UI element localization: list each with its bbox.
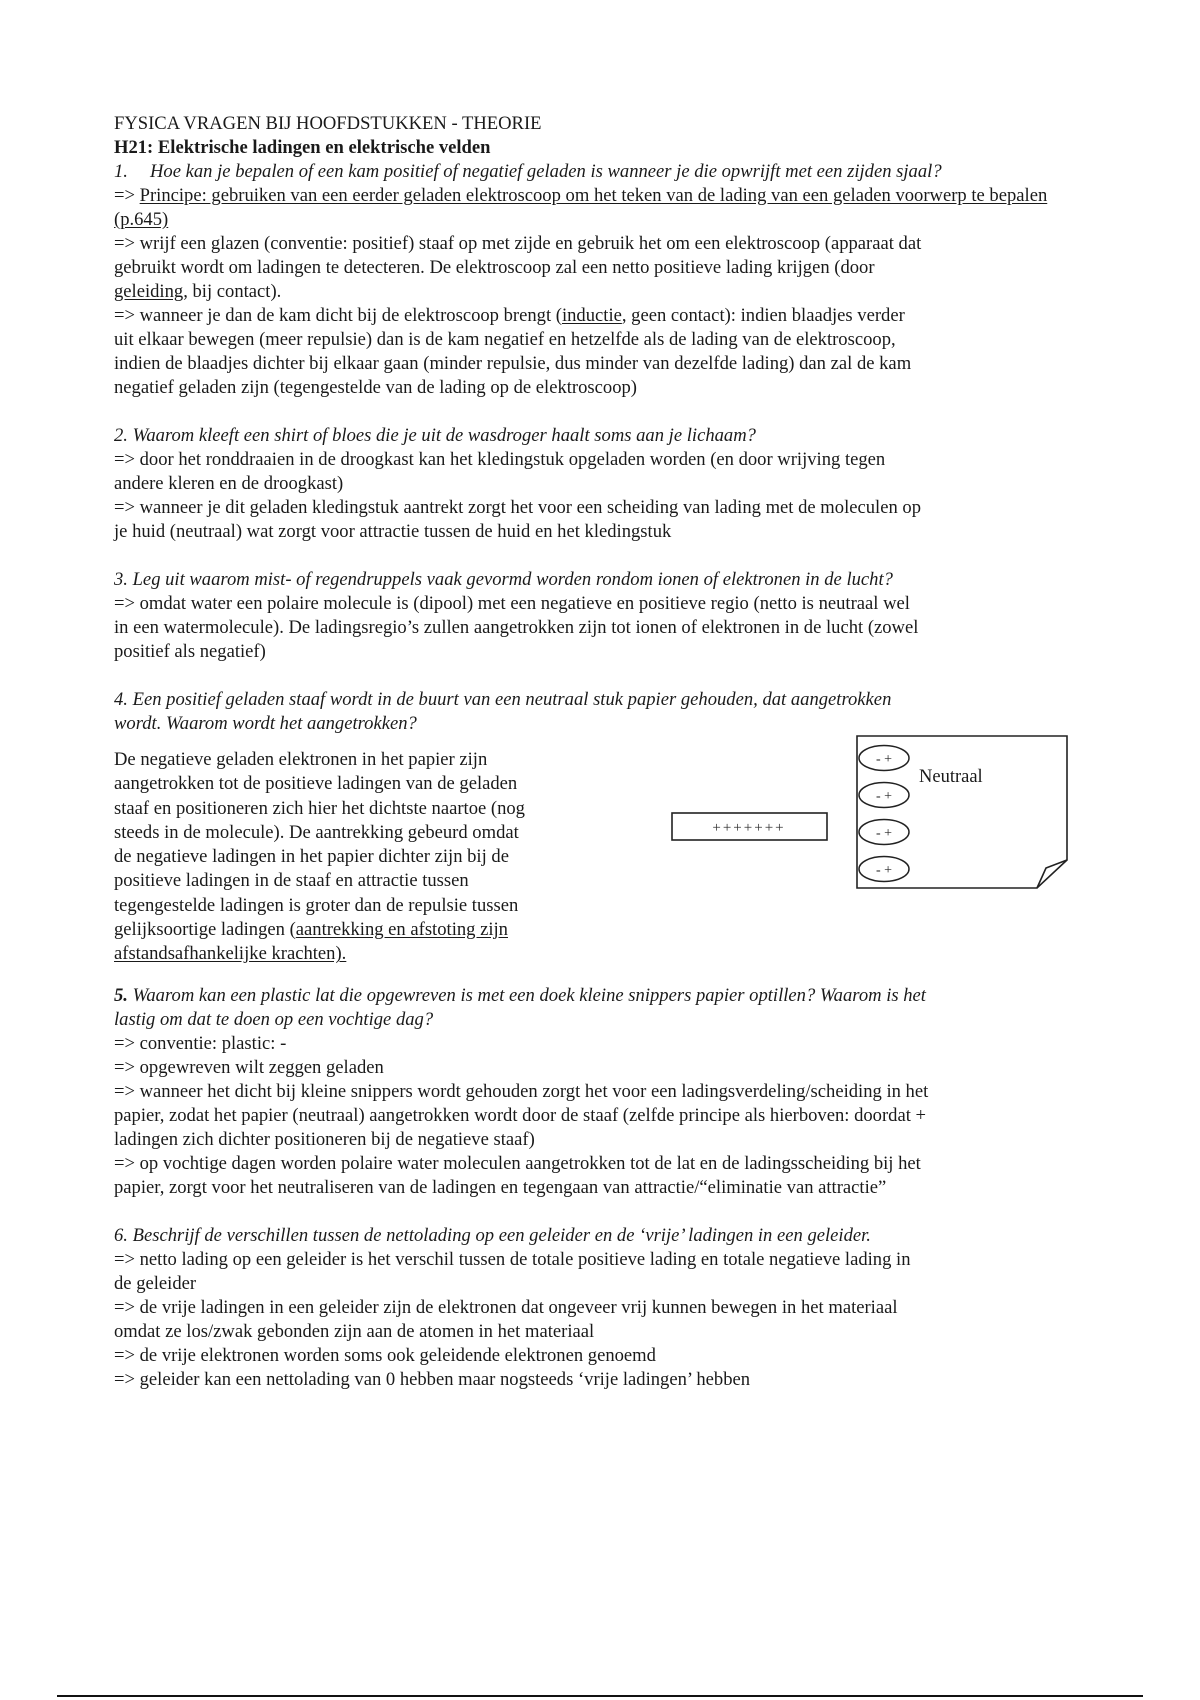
spacer	[114, 544, 1089, 568]
answer-4-line: aangetrokken tot de positieve ladingen van de geladen	[114, 773, 518, 795]
dipole	[859, 820, 909, 845]
answer-2-line: => door het ronddraaien in de droogkast kan het kledingstuk opgeladen worden (en door wrijving tegen	[114, 449, 886, 470]
dipole-label: - +	[875, 752, 893, 767]
answer-1-line	[114, 280, 1089, 304]
answer-1-line: negatief geladen zijn (tegengestelde van de lading op de elektroscoop)	[114, 377, 637, 398]
question-5-text: lastig om dat te doen op een vochtige dag?	[114, 1009, 434, 1030]
document-page	[114, 112, 1089, 1392]
document-title: FYSICA VRAGEN BIJ HOOFDSTUKKEN - THEORIE	[114, 113, 542, 134]
question-2-text: 2. Waarom kleeft een shirt of bloes die je uit de wasdroger haalt soms aan je lichaam?	[114, 425, 756, 446]
answer-2-line: je huid (neutraal) wat zorgt voor attractie tussen de huid en het kledingstuk	[114, 521, 672, 542]
answer-6-line: => de vrije ladingen in een geleider zijn de elektronen dat ongeveer vrij kunnen bewegen in het materiaal	[114, 1297, 898, 1318]
question-4-text: wordt. Waarom wordt het aangetrokken?	[114, 713, 417, 734]
answer-5-line: => conventie: plastic: -	[114, 1033, 287, 1054]
answer-1-line: gebruikt wordt om ladingen te detecteren. De elektroscoop zal een netto positieve lading krijgen (door	[114, 257, 875, 278]
answer-4-line: positieve ladingen in de staaf en attractie tussen	[114, 870, 469, 892]
answer-4-line	[114, 942, 609, 966]
answer-4-underlined: afstandsafhankelijke krachten).	[114, 943, 347, 965]
answer-1-principle-text: Principe: gebruiken van een eerder geladen elektroscoop om het teken van de lading van een geladen voorwerp te bepalen (p.645)	[114, 185, 1048, 230]
answer-1-line: uit elkaar bewegen (meer repulsie) dan is de kam negatief en hetzelfde als de lading van de elektroscoop,	[114, 329, 896, 350]
answer-4-line	[114, 918, 609, 942]
question-5-number: 5.	[114, 985, 128, 1006]
answer-3-line: positief als negatief)	[114, 641, 266, 662]
answer-1-line: indien de blaadjes dichter bij elkaar gaan (minder repulsie, dus minder van dezelfde lading) dan zal de kam	[114, 353, 912, 374]
term-geleiding: geleiding	[114, 281, 184, 302]
answer-1-line	[114, 304, 1089, 328]
answer-3-line: => omdat water een polaire molecule is (dipool) met een negatieve en positieve regio (netto is neutraal wel	[114, 593, 910, 614]
spacer	[114, 400, 1089, 424]
answer-1-line: => wrijf een glazen (conventie: positief) staaf op met zijde en gebruik het om een elektroscoop (apparaat dat	[114, 233, 922, 254]
question-4-answer-block	[114, 748, 1089, 984]
question-3-text: 3. Leg uit waarom mist- of regendruppels vaak gevormd worden rondom ionen of elektronen in de lucht?	[114, 569, 893, 590]
question-5-text	[114, 984, 1089, 1008]
answer-6-line: de geleider	[114, 1273, 197, 1294]
answer-5-line: => wanneer het dicht bij kleine snippers wordt gehouden zorgt het voor een ladingsverdeling/scheiding in het	[114, 1081, 929, 1102]
answer-4-line: De negatieve geladen elektronen in het papier zijn	[114, 749, 488, 770]
question-1	[114, 160, 1089, 184]
question-6-text: 6. Beschrijf de verschillen tussen de nettolading op een geleider en de ‘vrije’ ladingen in een geleider.	[114, 1225, 871, 1246]
answer-5-line: papier, zorgt voor het neutraliseren van de ladingen en tegengaan van attractie/“eliminatie van attractie”	[114, 1177, 887, 1198]
question-5-text-part: Waarom kan een plastic lat die opgewreven is met een doek kleine snippers papier optillen? Waarom is het	[127, 985, 926, 1006]
answer-5-line: => opgewreven wilt zeggen geladen	[114, 1057, 384, 1078]
answer-1-principle	[114, 184, 1089, 232]
answer-2-line: andere kleren en de droogkast)	[114, 473, 344, 494]
answer-6-line: => netto lading op een geleider is het verschil tussen de totale positieve lading en totale negatieve lading in	[114, 1249, 911, 1270]
answer-4-underlined: aantrekking en afstoting zijn	[295, 919, 508, 941]
arrow-prefix: =>	[114, 185, 140, 206]
dipole-label: - +	[875, 826, 893, 841]
term-inductie: inductie	[561, 305, 622, 326]
footer-divider	[57, 1695, 1143, 1697]
answer-6-line: => de vrije elektronen worden soms ook geleidende elektronen genoemd	[114, 1345, 656, 1366]
question-4-text: 4. Een positief geladen staaf wordt in de buurt van een neutraal stuk papier gehouden, dat aangetrokken	[114, 689, 892, 710]
spacer	[114, 1200, 1089, 1224]
question-1-text: Hoe kan je bepalen of een kam positief of negatief geladen is wanneer je die opwrijft met een zijden sjaal?	[150, 161, 942, 182]
dipole-label: - +	[875, 863, 893, 878]
charge-diagram	[634, 728, 1094, 928]
chapter-heading: H21: Elektrische ladingen en elektrische velden	[114, 137, 491, 158]
answer-2-line: => wanneer je dit geladen kledingstuk aantrekt zorgt het voor een scheiding van lading met de moleculen op	[114, 497, 921, 518]
answer-3-line: in een watermolecule). De ladingsregio’s zullen aangetrokken zijn tot ionen of elektronen in de lucht (zowel	[114, 617, 919, 638]
answer-4-line: steeds in de molecule). De aantrekking gebeurd omdat	[114, 821, 519, 843]
answer-4-line: tegengestelde ladingen is groter dan de repulsie tussen	[114, 894, 519, 916]
answer-6-line: => geleider kan een nettolading van 0 hebben maar nogsteeds ‘vrije ladingen’ hebben	[114, 1369, 751, 1390]
dipole	[859, 783, 909, 808]
rod-charge-label: +++++++	[712, 820, 786, 836]
answer-1-text: , bij contact).	[183, 281, 282, 302]
answer-4-line: de negatieve ladingen in het papier dichter zijn bij de	[114, 846, 509, 868]
answer-1-text: => wanneer je dan de kam dicht bij de elektroscoop brengt (	[114, 305, 562, 326]
answer-5-line: => op vochtige dagen worden polaire water moleculen aangetrokken tot de lat en de ladingsscheiding bij het	[114, 1153, 921, 1174]
dipole-label: - +	[875, 789, 893, 804]
answer-1-text: , geen contact): indien blaadjes verder	[621, 305, 905, 326]
answer-5-line: ladingen zich dichter positioneren bij de negatieve staaf)	[114, 1129, 535, 1150]
answer-4	[114, 748, 609, 967]
answer-5-line: papier, zodat het papier (neutraal) aangetrokken wordt door de staaf (zelfde principe als hierboven: doordat +	[114, 1105, 927, 1126]
dipole	[859, 746, 909, 771]
dipole	[859, 857, 909, 882]
question-1-number: 1.	[114, 161, 128, 182]
answer-4-text: gelijksoortige ladingen (	[114, 919, 296, 941]
spacer	[114, 664, 1089, 688]
paper-neutral-label: Neutraal	[919, 767, 983, 787]
answer-4-line: staaf en positioneren zich hier het dichtste naartoe (nog	[114, 797, 525, 819]
answer-6-line: omdat ze los/zwak gebonden zijn aan de atomen in het materiaal	[114, 1321, 595, 1342]
